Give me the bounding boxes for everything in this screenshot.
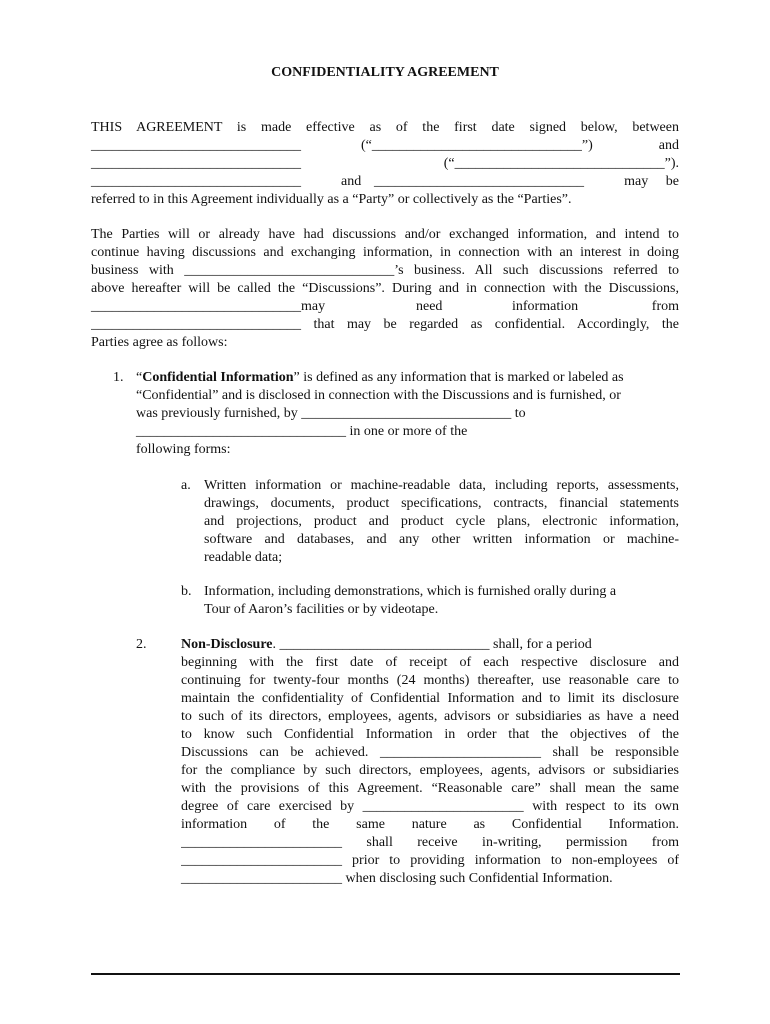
section-1-number: 1. — [113, 370, 124, 385]
s2-line-6: to know such Confidential Information in order that the objectives of the — [181, 727, 679, 742]
p2-line-5: ______________________________may need information from — [91, 299, 679, 314]
s2-line-1: Non-Disclosure. ______________________________ shall, for a period — [181, 637, 592, 652]
non-disclosure-term: Non-Disclosure — [181, 637, 273, 652]
subsection-b-body — [204, 583, 674, 619]
s2-line-11: information of the same nature as Confidential Information. — [181, 817, 679, 832]
p2-line-3: business with ______________________________’s business. All such discussions referred to — [91, 263, 679, 278]
s2-line-5: to such of its directors, employees, agents, advisors or subsidiaries as have a need — [181, 709, 679, 724]
s2-line-13: _______________________ prior to providing information to non-employees of — [181, 853, 679, 868]
p2-line-4: above hereafter will be called the “Discussions”. During and in connection with the Discussions, — [91, 281, 679, 296]
sa-line-1: Written information or machine-readable data, including reports, assessments, — [204, 478, 679, 493]
p2-line-7: Parties agree as follows: — [91, 335, 228, 350]
p2-line-2: continue having discussions and exchanging information, in connection with an interest in doing — [91, 245, 679, 260]
intro-line-3 — [91, 155, 679, 173]
sb-line-1: Information, including demonstrations, which is furnished orally during a — [204, 584, 617, 599]
sa-line-5: readable data; — [204, 550, 283, 565]
sa-line-4: software and databases, and any other written information or machine- — [204, 532, 679, 547]
subsection-a-body — [204, 477, 679, 567]
section-2-number: 2. — [136, 637, 147, 652]
s1-line-5: following forms: — [136, 442, 231, 457]
intro-paragraph — [91, 119, 679, 209]
party-blank: ______________________________ — [374, 174, 584, 189]
s2-line-9: with the provisions of this Agreement. “Reasonable care” shall mean the same — [181, 781, 679, 796]
s2-line-14: _______________________ when disclosing such Confidential Information. — [181, 871, 613, 886]
party-blank: ______________________________ — [91, 138, 301, 153]
s1-line-3: was previously furnished, by ______________________________ to — [136, 406, 526, 421]
p2-line-1: The Parties will or already have had discussions and/or exchanged information, and intend to — [91, 227, 679, 242]
intro-line-4: ______________________________ and ______________________________ may be — [91, 174, 679, 189]
s2-line-4: maintain the confidentiality of Confidential Information and to limit its disclosure — [181, 691, 679, 706]
party-blank: ______________________________ — [91, 174, 301, 189]
intro-line-1: THIS AGREEMENT is made effective as of the first date signed below, between — [91, 120, 679, 135]
party-nickname-blank: (“______________________________”) — [361, 138, 593, 153]
section-2-body — [181, 636, 679, 888]
s2-line-7: Discussions can be achieved. _______________________ shall be responsible — [181, 745, 679, 760]
s2-line-12: _______________________ shall receive in-writing, permission from — [181, 835, 679, 850]
party-blank: ______________________________ — [91, 156, 301, 171]
section-1-body — [136, 369, 662, 459]
confidential-information-term: Confidential Information — [142, 370, 294, 385]
s2-line-3: continuing for twenty-four months (24 months) thereafter, use reasonable care to — [181, 673, 679, 688]
subsection-a-label: a. — [181, 478, 191, 493]
s1-line-1: “Confidential Information” is defined as any information that is marked or labeled as — [136, 370, 624, 385]
intro-line-2: ______________________________ (“______________________________”) and — [91, 138, 679, 153]
s2-line-8: for the compliance by such directors, employees, agents, advisors or subsidiaries — [181, 763, 679, 778]
s1-line-2: “Confidential” and is disclosed in connection with the Discussions and is furnished, or — [136, 388, 621, 403]
s1-line-4: ______________________________ in one or more of the — [136, 424, 468, 439]
p2-line-6: ______________________________ that may be regarded as confidential. Accordingly, the — [91, 317, 679, 332]
sb-line-2: Tour of Aaron’s facilities or by videotape. — [204, 602, 439, 617]
sa-line-3: and projections, product and product cycle plans, electronic information, — [204, 514, 679, 529]
intro-line-5: referred to in this Agreement individually as a “Party” or collectively as the “Parties”. — [91, 192, 572, 207]
document-title: CONFIDENTIALITY AGREEMENT — [271, 65, 499, 80]
party-nickname-blank: (“______________________________”). — [443, 156, 679, 171]
s2-line-10: degree of care exercised by _______________________ with respect to its own — [181, 799, 679, 814]
footer-rule — [91, 973, 680, 975]
sa-line-2: drawings, documents, product specifications, contracts, financial statements — [204, 496, 679, 511]
discussions-paragraph — [91, 226, 679, 352]
subsection-b-label: b. — [181, 584, 192, 599]
s2-line-2: beginning with the first date of receipt of each respective disclosure and — [181, 655, 679, 670]
